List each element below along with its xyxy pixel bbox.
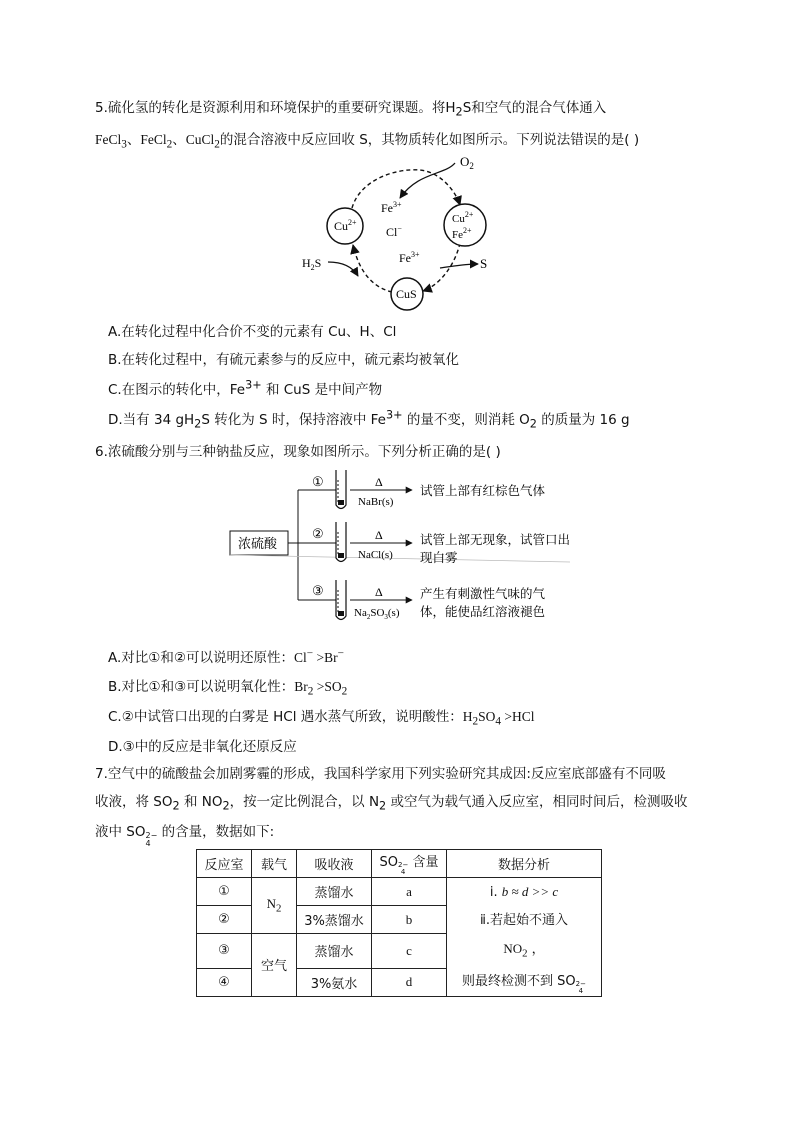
text: C.在图示的转化中，Fe — [108, 382, 246, 398]
analysis-1 — [447, 878, 601, 907]
q6-option-d: D.③中的反应是非氧化还原反应 — [108, 739, 297, 755]
salt-2: NaCl(s) — [358, 549, 393, 561]
text: 和 CuS 是中间产物 — [261, 382, 383, 398]
formula: H — [462, 709, 473, 724]
table-row — [197, 878, 602, 906]
h2s-label: $H_2S$ — [302, 256, 322, 272]
sub: 4 — [495, 715, 501, 728]
th-chamber: 反应室 — [197, 850, 252, 878]
sub: 2 — [455, 105, 463, 119]
formula: Cl — [294, 650, 307, 665]
cell-carrier-n2 — [252, 878, 297, 934]
q6-option-b — [108, 675, 347, 698]
q5-option-a: A.在转化过程中化合价不变的元素有 Cu、H、Cl — [108, 324, 397, 340]
text: 含量 — [408, 855, 439, 870]
text: B.对比①和③可以说明氧化性： — [108, 679, 295, 695]
q5-stem-line1 — [95, 96, 606, 119]
cl-label: Cl− — [386, 224, 402, 239]
cell-absorbent: 蒸馏水 — [297, 934, 372, 969]
obs-1: 试管上部有红棕色气体 — [420, 484, 546, 498]
sup: 2− — [398, 861, 409, 869]
analysis-3 — [447, 935, 601, 968]
fe3-label-top: $Fe^{3+}$ — [381, 200, 402, 215]
formula: 、FeCl — [126, 132, 167, 147]
sub: 2 — [222, 799, 230, 813]
salt-3: $Na_2SO_3(s)$ — [354, 607, 400, 621]
sub: 2 — [379, 799, 387, 813]
sub: 2 — [214, 138, 220, 151]
text: 则最终检测不到 SO — [462, 973, 576, 989]
right-cu-label: $Cu^{2+}$ — [452, 210, 474, 225]
q7-stem-line3 — [95, 820, 274, 848]
q5-option-d — [108, 408, 630, 431]
test-tube-3 — [336, 580, 346, 620]
text: 液中 SO — [95, 824, 146, 840]
cu2-label: $Cu^{2+}$ — [334, 218, 357, 233]
cell-absorbent: 蒸馏水 — [297, 878, 372, 906]
cell-chamber: ① — [197, 878, 252, 906]
sup: − — [306, 647, 314, 660]
cell-content: a — [372, 878, 447, 906]
analysis-2: ⅱ.若起始不通入 — [479, 913, 569, 928]
text: S 转化为 S 时，保持溶液中 Fe — [201, 412, 386, 428]
fe3-label-bottom: $Fe^{3+}$ — [399, 250, 420, 265]
sub: 2 — [275, 902, 282, 915]
q5-stem-text: 5.硫化氢的转化是资源利用和环境保护的重要研究课题。将H — [95, 100, 456, 116]
q5-stem-line2 — [95, 128, 639, 151]
text: b ≈ d >> c — [501, 884, 559, 899]
sub: 4 — [145, 839, 151, 848]
sup: − — [337, 647, 344, 660]
formula: 、CuCl — [172, 132, 215, 147]
th-sulfate-content — [372, 850, 447, 878]
analysis-4 — [447, 968, 601, 996]
cell-chamber: ④ — [197, 968, 252, 996]
q6-reaction-diagram — [225, 465, 580, 630]
sub: 2 — [529, 417, 537, 431]
text: 收液，将 SO — [95, 794, 173, 810]
heat-3: Δ — [375, 585, 383, 599]
sub: 2 — [172, 799, 180, 813]
q6-option-c — [108, 705, 535, 728]
sub: 2 — [194, 417, 202, 431]
formula: FeCl — [95, 132, 122, 147]
sup: 3+ — [385, 408, 403, 422]
sub: 4 — [400, 868, 406, 876]
sub: 2 — [472, 715, 479, 728]
tube-3-number: ③ — [312, 583, 324, 598]
text: SO — [379, 855, 398, 870]
sub: 2 — [522, 947, 528, 960]
q5-stem-text: 的混合溶液中反应回收 S，其物质转化如图所示。下列说法错误的是( ) — [219, 132, 640, 148]
test-tube-2 — [336, 522, 346, 562]
cell-carrier-air: 空气 — [252, 934, 297, 997]
formula: Br — [294, 679, 308, 694]
sup: 2− — [575, 979, 586, 988]
sub: 2 — [307, 685, 314, 698]
ion-charge — [576, 981, 586, 995]
q5-option-b: B.在转化过程中，有硫元素参与的反应中，硫元素均被氧化 — [108, 352, 460, 368]
cell-analysis — [447, 878, 602, 997]
text: 或空气为载气通入反应室，相同时间后，检测吸收 — [386, 794, 688, 810]
q6-option-a — [108, 646, 344, 666]
q7-stem-line2 — [95, 790, 688, 813]
cell-content: c — [372, 934, 447, 969]
q5-cycle-diagram — [290, 150, 520, 315]
salt-1: NaBr(s) — [358, 496, 394, 508]
q6-stem: 6.浓硫酸分别与三种钠盐反应，现象如图所示。下列分析正确的是( ) — [95, 444, 501, 460]
obs-2b: 现白雾 — [420, 551, 458, 565]
q7-stem-line1: 7.空气中的硫酸盐会加剧雾霾的形成，我国科学家用下列实验研究其成因:反应室底部盛有不同吸 — [95, 766, 666, 782]
q5-option-c — [108, 378, 382, 398]
text: 的质量为 16 g — [536, 412, 630, 428]
th-absorbent: 吸收液 — [297, 850, 372, 878]
cus-label: CuS — [396, 287, 417, 301]
text: ⅰ. — [489, 885, 502, 900]
obs-3a: 产生有刺激性气味的气 — [420, 587, 546, 601]
th-carrier-gas: 载气 — [252, 850, 297, 878]
sub: 2 — [166, 138, 173, 151]
tube-1-number: ① — [312, 474, 324, 489]
cell-content: b — [372, 906, 447, 934]
cell-chamber: ② — [197, 906, 252, 934]
sub: 2 — [341, 685, 348, 698]
formula: SO — [478, 709, 496, 724]
cell-chamber: ③ — [197, 934, 252, 969]
text: 和 NO — [179, 794, 223, 810]
text: 的量不变，则消耗 O — [402, 412, 530, 428]
tube-2-number: ② — [312, 526, 324, 541]
heat-1: Δ — [375, 475, 383, 489]
formula: >HCl — [501, 709, 535, 724]
obs-3b: 体，能使品红溶液褪色 — [420, 605, 546, 619]
formula: >SO — [313, 679, 342, 694]
obs-2a: 试管上部无现象，试管口出 — [420, 533, 571, 547]
formula: >Br — [313, 650, 338, 665]
cell-content: d — [372, 968, 447, 996]
cell-absorbent: 3%蒸馏水 — [297, 906, 372, 934]
ion-charge — [146, 832, 158, 848]
heat-2: Δ — [375, 528, 383, 542]
text: N — [266, 896, 276, 912]
text: D.当有 34 gH — [108, 412, 195, 428]
text: ，按一定比例混合，以 N — [229, 794, 380, 810]
test-tube-1 — [336, 470, 346, 509]
reagent-label: 浓硫酸 — [238, 536, 278, 551]
text: 的含量，数据如下: — [157, 824, 275, 840]
text: A.对比①和②可以说明还原性： — [108, 650, 294, 666]
text: NO — [503, 941, 523, 956]
sup: 2− — [145, 831, 158, 840]
ion-charge — [398, 862, 408, 876]
table-header-row — [197, 850, 602, 878]
sub: 3 — [121, 138, 127, 151]
right-fe-label: $Fe^{2+}$ — [452, 226, 472, 241]
o2-label: $O_2$ — [460, 154, 474, 171]
text: ， — [527, 942, 545, 957]
text: C.②中试管口出现的白雾是 HCl 遇水蒸气所致，说明酸性： — [108, 709, 463, 725]
q7-data-table — [196, 849, 602, 997]
sup: 3+ — [245, 378, 262, 392]
sub: 4 — [578, 986, 584, 995]
th-analysis: 数据分析 — [447, 850, 602, 878]
s-label: S — [480, 256, 488, 271]
cell-absorbent: 3%氨水 — [297, 968, 372, 996]
q5-stem-text: S和空气的混合气体通入 — [462, 100, 607, 116]
